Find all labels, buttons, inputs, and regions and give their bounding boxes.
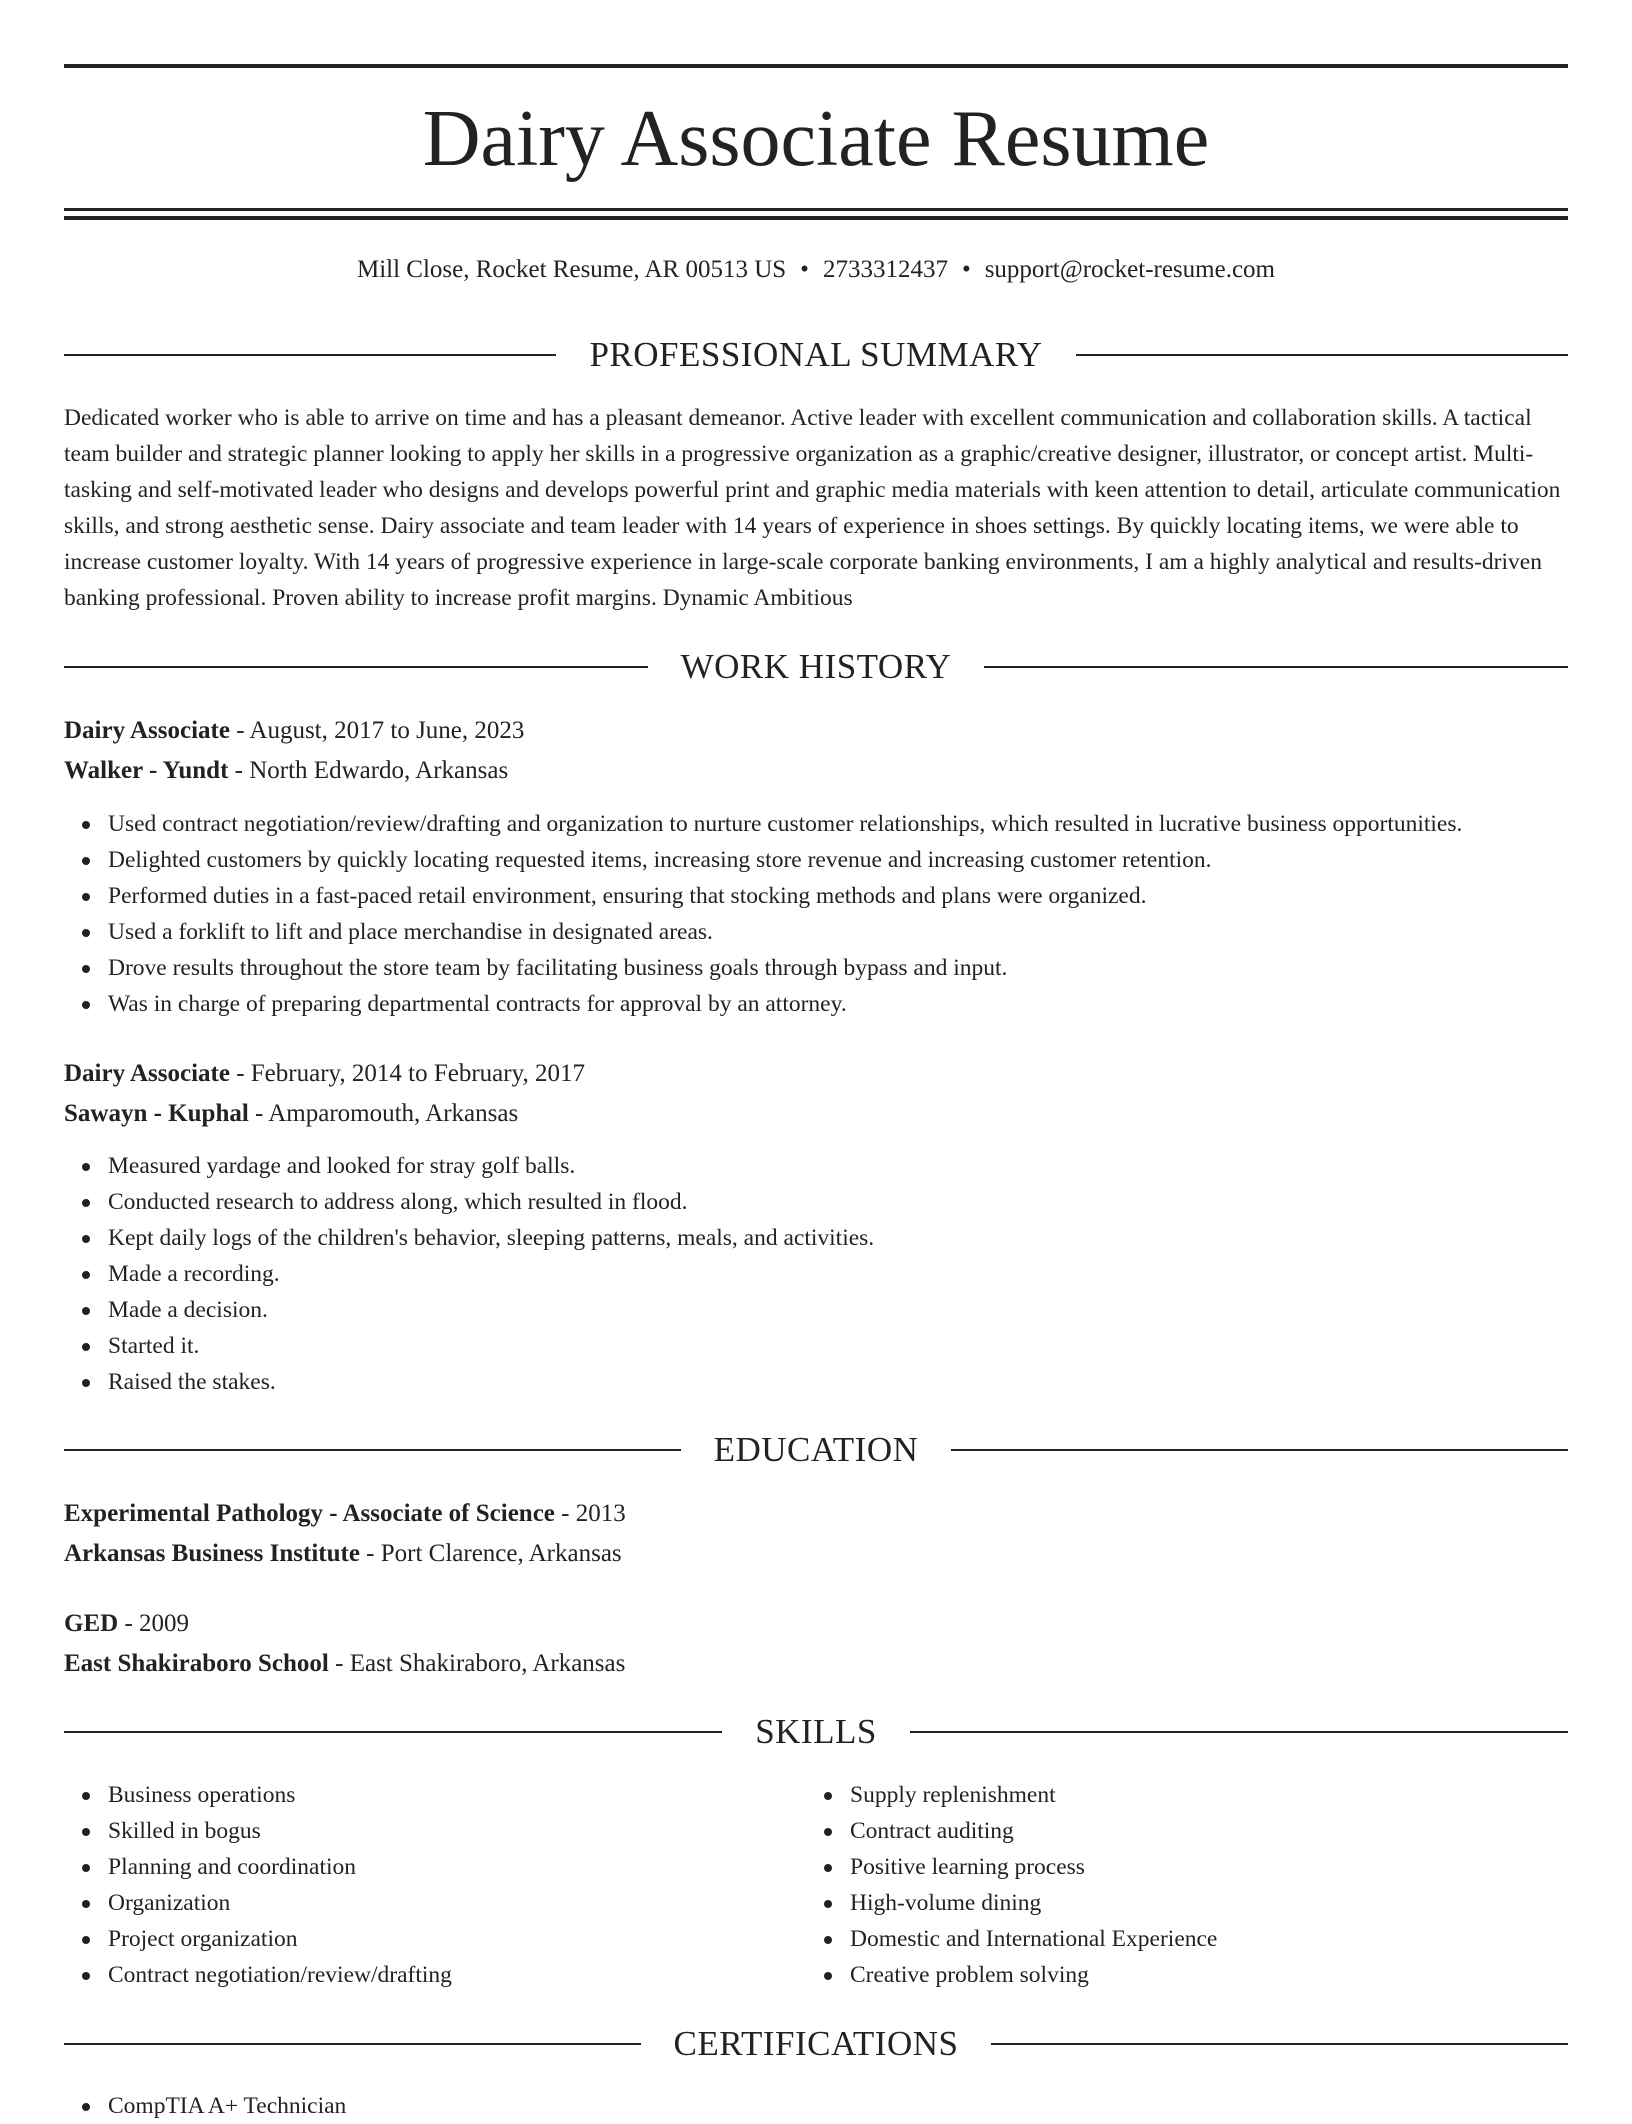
education-entry: [64, 1604, 1568, 1684]
list-item: Drove results throughout the store team by facilitating business goals through bypass and input.: [108, 950, 1568, 986]
job-company: Walker - Yundt: [64, 757, 229, 784]
heading-rule-left: [64, 666, 648, 668]
list-item: Contract negotiation/review/drafting: [108, 1957, 764, 1993]
list-item: Made a recording.: [108, 1256, 1568, 1292]
job-entry: [64, 1054, 1568, 1134]
list-item: Supply replenishment: [850, 1777, 1506, 1813]
list-item: Creative problem solving: [850, 1957, 1506, 1993]
education-entry: [64, 1494, 1568, 1574]
section-title: PROFESSIONAL SUMMARY: [589, 335, 1043, 374]
education-year: - 2013: [554, 1500, 626, 1527]
section-title: SKILLS: [755, 1712, 877, 1751]
list-item: Made a decision.: [108, 1292, 1568, 1328]
heading-rule-right: [984, 666, 1568, 668]
education-degree: Experimental Pathology - Associate of Science: [64, 1500, 555, 1527]
education-school-row: [64, 1644, 1568, 1684]
section-heading-skills: [64, 1710, 1568, 1754]
education-degree-row: [64, 1494, 1568, 1534]
resume-title: Dairy Associate Resume: [422, 95, 1210, 183]
education-school: Arkansas Business Institute: [64, 1540, 360, 1567]
list-item: Performed duties in a fast-paced retail environment, ensuring that stocking methods and plans were organized.: [108, 878, 1568, 914]
heading-rule-left: [64, 2043, 641, 2045]
list-item: Started it.: [108, 1328, 1568, 1364]
summary-text: Dedicated worker who is able to arrive on time and has a pleasant demeanor. Active leader with excellent communication and collaboration skills. A tactical team builder and strategic planner looking to apply her skills in a progressive organization as a graphic/creative designer, illustrator, or concept artist. Multi-tasking and self-motivated leader who designs and develops powerful print and graphic media materials with keen attention to detail, articulate communication skills, and strong aesthetic sense. Dairy associate and team leader with 14 years of experience in shoes settings. By quickly locating items, we were able to increase customer loyalty. With 14 years of progressive experience in large-scale corporate banking environments, I am a highly analytical and results-driven banking professional. Proven ability to increase profit margins. Dynamic Ambitious: [64, 405, 1561, 611]
section-heading-work-history: [64, 645, 1568, 689]
skills-list-right: [806, 1777, 1506, 1993]
heading-rule-left: [64, 354, 556, 356]
job-company-row: [64, 1094, 1568, 1134]
list-item: High-volume dining: [850, 1885, 1506, 1921]
heading-rule-right: [991, 2043, 1568, 2045]
job-dates: - February, 2014 to February, 2017: [229, 1060, 585, 1087]
list-item: Used a forklift to lift and place merchandise in designated areas.: [108, 914, 1568, 950]
list-item: Organization: [108, 1885, 764, 1921]
job-company-row: [64, 751, 1568, 791]
job-title: Dairy Associate: [64, 717, 230, 744]
header-double-rule-lower: [64, 216, 1568, 220]
certifications-list: [64, 2088, 1568, 2124]
header-double-rule-upper: [64, 208, 1568, 211]
job-bullets: [64, 1148, 1568, 1400]
job-bullets: [64, 806, 1568, 1022]
list-item: Kept daily logs of the children's behavior, sleeping patterns, meals, and activities.: [108, 1220, 1568, 1256]
heading-rule-right: [910, 1731, 1568, 1733]
education-year: - 2009: [118, 1610, 190, 1637]
list-item: Contract auditing: [850, 1813, 1506, 1849]
section-heading-summary: [64, 333, 1568, 377]
header-top-rule: [64, 64, 1568, 68]
list-item: Positive learning process: [850, 1849, 1506, 1885]
job-dates: - August, 2017 to June, 2023: [229, 717, 525, 744]
list-item: Used contract negotiation/review/drafting and organization to nurture customer relationships, which resulted in lucrative business opportunities.: [108, 806, 1568, 842]
section-title: WORK HISTORY: [680, 647, 952, 686]
job-company: Sawayn - Kuphal: [64, 1100, 249, 1127]
heading-rule-left: [64, 1449, 681, 1451]
contact-email[interactable]: support@rocket-resume.com: [984, 256, 1275, 283]
heading-rule-right: [1076, 354, 1568, 356]
job-title-row: [64, 711, 1568, 751]
list-item: CompTIA A+ Technician: [108, 2088, 1568, 2124]
list-item: Conducted research to address along, which resulted in flood.: [108, 1184, 1568, 1220]
list-item: Business operations: [108, 1777, 764, 1813]
list-item: Raised the stakes.: [108, 1364, 1568, 1400]
skills-list-left: [64, 1777, 764, 1993]
education-degree: GED: [64, 1610, 119, 1637]
education-school-row: [64, 1534, 1568, 1574]
education-degree-row: [64, 1604, 1568, 1644]
list-item: Was in charge of preparing departmental contracts for approval by an attorney.: [108, 986, 1568, 1022]
list-item: Domestic and International Experience: [850, 1921, 1506, 1957]
education-location: - Port Clarence, Arkansas: [359, 1540, 622, 1567]
job-location: - Amparomouth, Arkansas: [248, 1100, 519, 1127]
contact-address: Mill Close, Rocket Resume, AR 00513 US: [356, 256, 787, 283]
list-item: Measured yardage and looked for stray golf balls.: [108, 1148, 1568, 1184]
heading-rule-left: [64, 1731, 722, 1733]
education-location: - East Shakiraboro, Arkansas: [328, 1650, 626, 1677]
job-location: - North Edwardo, Arkansas: [228, 757, 509, 784]
job-title-row: [64, 1054, 1568, 1094]
contact-phone[interactable]: 2733312437: [822, 256, 948, 283]
job-title: Dairy Associate: [64, 1060, 230, 1087]
list-item: Delighted customers by quickly locating requested items, increasing store revenue and increasing customer retention.: [108, 842, 1568, 878]
contact-line: [64, 252, 1568, 288]
education-school: East Shakiraboro School: [64, 1650, 329, 1677]
heading-rule-right: [951, 1449, 1568, 1451]
section-title: CERTIFICATIONS: [673, 2024, 959, 2063]
section-heading-education: [64, 1428, 1568, 1472]
list-item: Planning and coordination: [108, 1849, 764, 1885]
list-item: Project organization: [108, 1921, 764, 1957]
contact-separator: •: [961, 256, 971, 283]
section-title: EDUCATION: [713, 1430, 919, 1469]
list-item: Skilled in bogus: [108, 1813, 764, 1849]
section-heading-certifications: [64, 2022, 1568, 2066]
contact-separator: •: [800, 256, 809, 283]
job-entry: [64, 711, 1568, 791]
